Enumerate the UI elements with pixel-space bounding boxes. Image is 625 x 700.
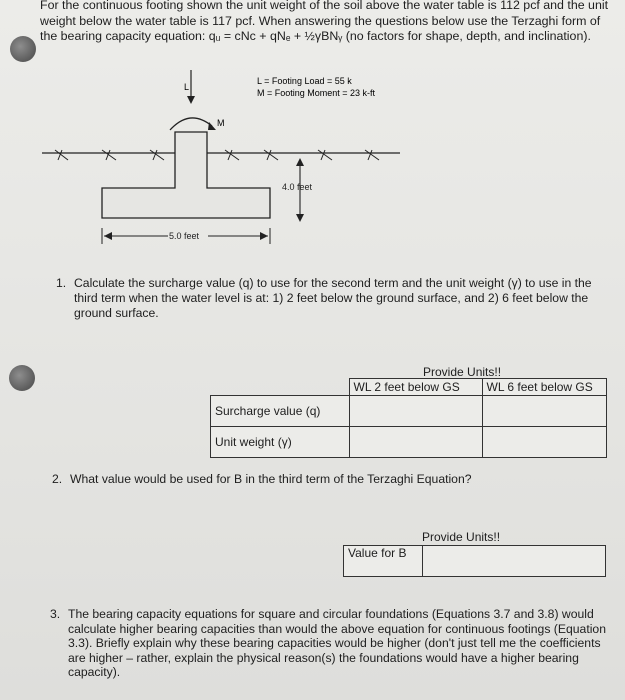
- question-1-number: 1.: [56, 276, 67, 290]
- table-row: [344, 546, 606, 577]
- q1-unit-weight-wl6-cell[interactable]: [482, 427, 607, 458]
- q1-header-wl2: WL 2 feet below GS: [349, 379, 482, 396]
- q1-unit-weight-wl2-cell[interactable]: [349, 427, 482, 458]
- depth-label: 4.0 feet: [282, 182, 313, 192]
- q1-surcharge-wl2-cell[interactable]: [349, 396, 482, 427]
- moment-arc: [170, 118, 212, 130]
- question-1: [56, 276, 604, 321]
- width-label: 5.0 feet: [169, 231, 200, 241]
- q2-provide-units-label: Provide Units!!: [422, 530, 501, 544]
- q1-provide-units-label: Provide Units!!: [423, 365, 502, 379]
- table-row: [211, 396, 607, 427]
- table-row: [211, 427, 607, 458]
- width-arrow-left: [104, 232, 112, 240]
- question-2-text: What value would be used for B in the third term of the Terzaghi Equation?: [70, 472, 472, 486]
- question-3: [50, 607, 610, 680]
- q1-header-row: [211, 379, 607, 396]
- moment-arrow-head: [208, 122, 216, 130]
- question-3-text: The bearing capacity equations for square and circular foundations (Equations 3.7 and 3.8) would calculate higher bearing capacities than would the above equation for continuous footings (Equation 3.3). Briefly explain why these bearing capacities would be higher (don't just tell me the coefficients are higher – rather, explain the physical reason(s) the foundations would have a higher bearing capacity).: [68, 607, 606, 680]
- footing-outline: [102, 132, 270, 218]
- q1-header-empty: [211, 379, 350, 396]
- binder-hole-top: [10, 36, 36, 62]
- moment-text: M = Footing Moment = 23 k-ft: [257, 88, 376, 98]
- question-2: [52, 472, 604, 487]
- q1-answer-table: [210, 378, 607, 458]
- ground-hatch-marks: [55, 150, 379, 160]
- q2-value-for-b-label: Value for B: [344, 546, 423, 577]
- load-text: L = Footing Load = 55 k: [257, 76, 352, 86]
- question-3-number: 3.: [50, 607, 61, 621]
- load-arrow-label: L: [184, 82, 190, 92]
- question-2-number: 2.: [52, 472, 63, 486]
- q1-header-wl6: WL 6 feet below GS: [482, 379, 607, 396]
- q1-row-surcharge-label: Surcharge value (q): [211, 396, 350, 427]
- q2-value-for-b-cell[interactable]: [423, 546, 606, 577]
- load-arrow-head: [187, 96, 195, 104]
- q1-row-unit-weight-label: Unit weight (γ): [211, 427, 350, 458]
- binder-hole-middle: [9, 365, 35, 391]
- width-arrow-right: [260, 232, 268, 240]
- intro-paragraph: For the continuous footing shown the unit weight of the soil above the water table is 112 pcf and the unit weight below the water table is 117 pcf. When answering the questions below use the Terzaghi form of the bearing capacity equation: qᵤ = cNᴄ + qNₑ + ½γBNᵧ (no factors for shape, depth, and inclination).: [40, 0, 609, 44]
- q1-surcharge-wl6-cell[interactable]: [482, 396, 607, 427]
- question-1-text: Calculate the surcharge value (q) to use for the second term and the unit weight (γ) to use in the third term when the water level is at: 1) 2 feet below the ground surface, and 2) 6 feet below the ground surface.: [74, 276, 592, 320]
- depth-arrow-up: [296, 158, 304, 166]
- depth-arrow-down: [296, 214, 304, 222]
- moment-label: M: [217, 118, 225, 128]
- q2-answer-table: [343, 545, 606, 577]
